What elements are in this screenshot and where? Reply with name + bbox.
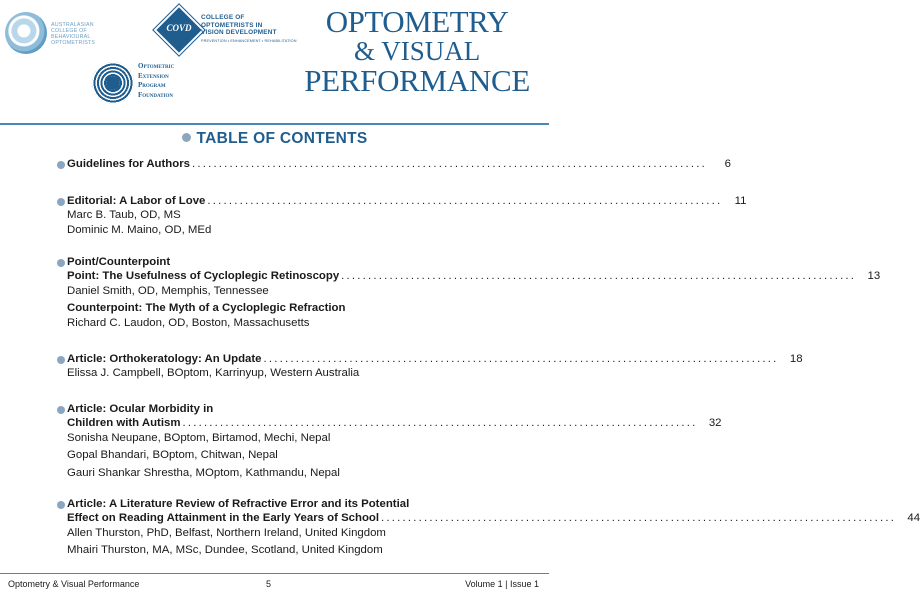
covd-logo-text: COLLEGE OF OPTOMETRISTS IN VISION DEVELOPMENT [201, 14, 277, 36]
covd-tagline: PREVENTION • ENHANCEMENT • REHABILITATION [201, 39, 297, 43]
journal-masthead: OPTOMETRY & VISUAL PERFORMANCE [304, 4, 530, 98]
bullet-icon [57, 198, 65, 206]
bullet-icon [182, 133, 191, 142]
bullet-icon [57, 356, 65, 364]
entry-author: Gauri Shankar Shrestha, MOptom, Kathmandu, Nepal [67, 466, 340, 479]
entry-author: Allen Thurston, PhD, Belfast, Northern Ireland, United Kingdom [67, 526, 386, 539]
bullet-icon [57, 406, 65, 414]
oep-emblem-icon [92, 62, 134, 104]
entry-author: Daniel Smith, OD, Memphis, Tennessee [67, 284, 269, 297]
page-number: 6 [724, 158, 731, 170]
leader-dots: ................................................................................................ [207, 195, 723, 207]
footer-divider [0, 573, 549, 574]
entry-author: Sonisha Neupane, BOptom, Birtamod, Mechi, Nepal [67, 431, 331, 444]
acbo-emblem-icon [5, 12, 47, 54]
entry-title[interactable]: Guidelines for Authors [67, 158, 190, 170]
toc-entry-guidelines[interactable] [57, 157, 731, 171]
header-divider [0, 123, 549, 125]
bullet-icon [57, 259, 65, 267]
page-number: 13 [867, 270, 881, 283]
entry-author: Marc B. Taub, OD, MS [67, 209, 181, 222]
header [0, 0, 549, 122]
covd-logo [155, 10, 320, 60]
entry-author: Mhairi Thurston, MA, MSc, Dundee, Scotland, United Kingdom [67, 544, 383, 557]
acbo-logo [5, 12, 145, 62]
leader-dots: ................................................................................................ [182, 417, 698, 430]
oep-logo-text: Optometric Extension Program Foundation [138, 62, 175, 99]
oep-logo [92, 60, 212, 108]
footer-volume-issue: Volume 1 | Issue 1 [465, 579, 539, 589]
entry-title[interactable]: Article: A Literature Review of Refractive Error and its Potential [67, 498, 410, 510]
entry-author: Elissa J. Campbell, BOptom, Karrinyup, Western Australia [67, 367, 360, 380]
toc-entry-editorial[interactable] [57, 194, 747, 237]
entry-title-cont[interactable]: Children with Autism [67, 417, 181, 430]
covd-mark: COVD [166, 23, 192, 33]
page-number: 32 [708, 417, 722, 430]
bullet-icon [57, 161, 65, 169]
page-number: 44 [907, 512, 920, 525]
page-number: 11 [734, 195, 747, 207]
bullet-icon [57, 501, 65, 509]
footer-page-number: 5 [266, 579, 272, 589]
entry-author: Richard C. Laudon, OD, Boston, Massachusetts [67, 316, 310, 329]
toc-entry-literature-review[interactable] [57, 497, 920, 558]
toc-title: TABLE OF CONTENTS [0, 130, 549, 148]
acbo-logo-text: AUSTRALASIAN COLLEGE OF BEHAVIOURAL OPTOMETRISTS [51, 22, 96, 46]
entry-author: Dominic M. Maino, OD, MEd [67, 223, 212, 236]
footer-journal-name: Optometry & Visual Performance [8, 579, 140, 589]
entry-heading: Point/Counterpoint [67, 256, 171, 268]
leader-dots: ................................................................................................ [263, 353, 779, 365]
page-number: 18 [789, 353, 803, 365]
toc-entry-point-counterpoint[interactable] [57, 255, 881, 330]
entry-title[interactable]: Counterpoint: The Myth of a Cycloplegic Refraction [67, 302, 346, 315]
leader-dots: ................................................................................................ [341, 270, 857, 283]
entry-author: Gopal Bhandari, BOptom, Chitwan, Nepal [67, 449, 278, 462]
entry-title[interactable]: Editorial: A Labor of Love [67, 195, 206, 207]
toc-entry-ocular-morbidity[interactable] [57, 402, 722, 480]
leader-dots: ................................................................................................ [381, 512, 897, 525]
leader-dots: ................................................................................................ [191, 158, 707, 170]
entry-title[interactable]: Point: The Usefulness of Cycloplegic Retinoscopy [67, 270, 340, 283]
entry-title[interactable]: Article: Ocular Morbidity in [67, 403, 214, 415]
toc-entry-orthokeratology[interactable] [57, 352, 803, 381]
entry-title[interactable]: Article: Orthokeratology: An Update [67, 353, 262, 365]
entry-title-cont[interactable]: Effect on Reading Attainment in the Early Years of School [67, 512, 380, 525]
